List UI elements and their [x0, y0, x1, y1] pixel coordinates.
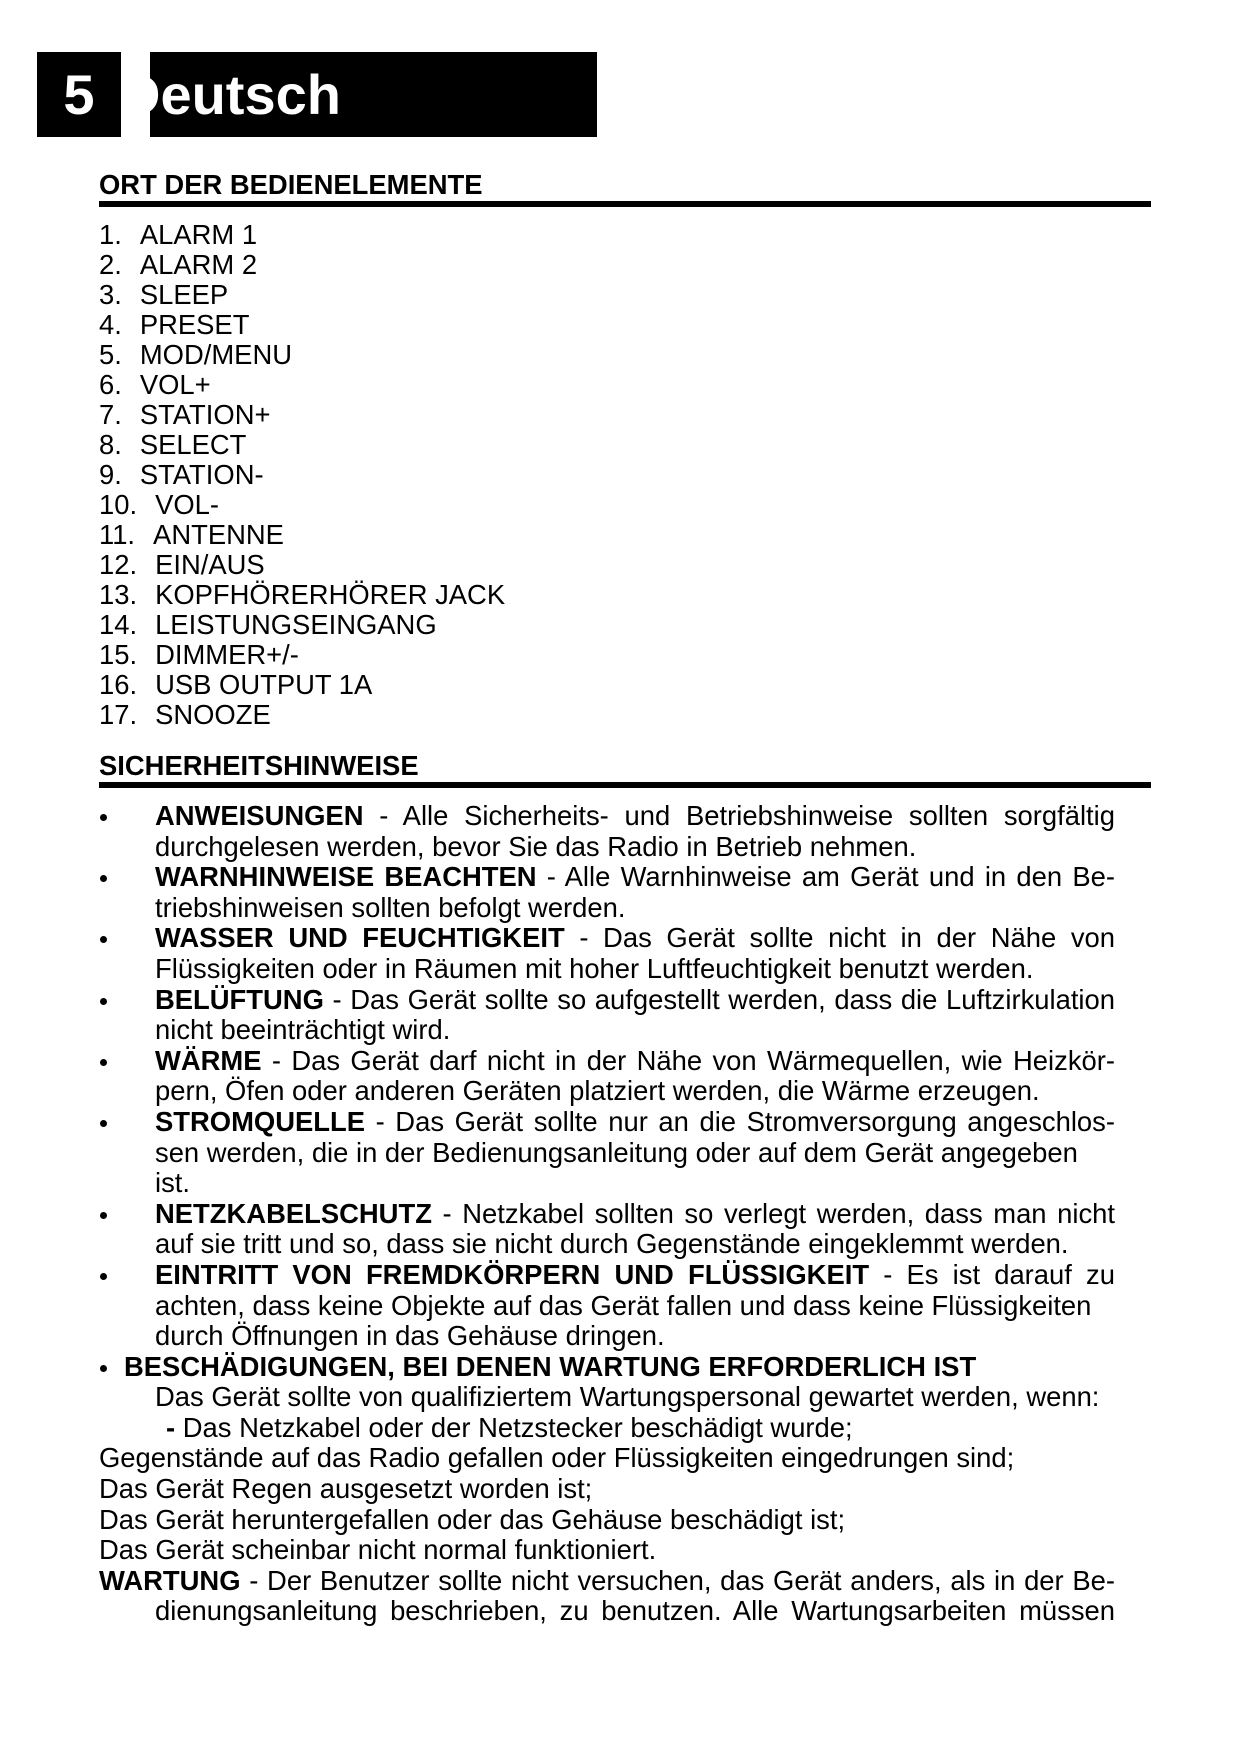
item-text: - Der Benutzer sollte nicht versuchen, das Gerät anders, als in der Be- — [249, 1564, 1115, 1596]
control-number: 6. — [99, 369, 122, 400]
item-text: - Das Gerät darf nicht in der Nähe von Wärmequellen, wie Heizkör- — [271, 1044, 1115, 1076]
condition-text: Das Netzkabel oder der Netzstecker beschädigt wurde; — [182, 1411, 853, 1443]
control-label: STATION- — [139, 459, 264, 490]
control-label: KOPFHÖRERHÖRER JACK — [155, 579, 506, 610]
safety-item-power-source — [0, 1107, 1241, 1199]
item-text: - Alle Warnhinweise am Gerät und in den Be- — [546, 861, 1115, 893]
item-text: triebshinweisen sollten befolgt werden. — [155, 891, 626, 923]
item-term: WÄRME — [155, 1044, 262, 1076]
controls-heading-rule — [99, 201, 1151, 207]
bullet-icon — [100, 1212, 107, 1219]
page-number-badge: 5 — [37, 52, 121, 137]
control-label: USB OUTPUT 1A — [155, 669, 373, 700]
bullet-icon — [100, 814, 107, 821]
control-list-item — [99, 640, 505, 670]
control-label: SNOOZE — [155, 699, 271, 730]
safety-instructions — [0, 801, 1241, 1627]
item-line — [155, 862, 1115, 893]
control-label: EIN/AUS — [155, 549, 265, 580]
item-term: NETZKABELSCHUTZ — [155, 1197, 432, 1229]
control-list-item — [99, 670, 505, 700]
control-label: PRESET — [139, 309, 250, 340]
control-list-item — [99, 220, 505, 250]
item-term: STROMQUELLE — [155, 1105, 365, 1137]
safety-heading-rule — [99, 782, 1151, 788]
safety-item-damage-requiring-service — [0, 1352, 1241, 1566]
control-label: LEISTUNGSEINGANG — [155, 609, 437, 640]
control-list-item — [99, 460, 505, 490]
item-text: Flüssigkeiten oder in Räumen mit hoher Luftfeuchtigkeit benutzt werden. — [155, 952, 1034, 984]
item-text: durchgelesen werden, bevor Sie das Radio in Betrieb nehmen. — [155, 830, 917, 862]
item-text: - Alle Sicherheits- und Betriebshinweise sollten sorgfältig — [379, 800, 1115, 831]
bullet-icon — [100, 998, 107, 1005]
safety-item-power-cord-protection — [0, 1199, 1241, 1260]
control-label: ANTENNE — [153, 519, 284, 550]
bullet-icon — [100, 1273, 107, 1280]
item-text: - Das Gerät sollte nicht in der Nähe von — [579, 922, 1115, 954]
control-number: 13. — [99, 579, 138, 610]
control-label: DIMMER+/- — [155, 639, 299, 670]
language-title: Deutsch — [150, 52, 597, 137]
control-number: 1. — [99, 219, 122, 250]
damage-condition: Das Gerät scheinbar nicht normal funktioniert. — [99, 1534, 657, 1566]
control-number: 8. — [99, 429, 122, 460]
item-text: sen werden, die in der Bedienungsanleitung oder auf dem Gerät angegeben — [155, 1136, 1078, 1168]
item-line — [155, 1260, 1115, 1291]
control-number: 14. — [99, 609, 138, 640]
bullet-icon — [100, 1365, 107, 1372]
item-term: ANWEISUNGEN — [155, 800, 364, 831]
damage-heading: BESCHÄDIGUNGEN, BEI DENEN WARTUNG ERFORDERLICH IST — [124, 1350, 977, 1382]
control-list-item — [99, 430, 505, 460]
control-number: 12. — [99, 549, 138, 580]
bullet-icon — [100, 875, 107, 882]
safety-item-heed-warnings — [0, 862, 1241, 923]
control-list-item — [99, 490, 505, 520]
control-number: 4. — [99, 309, 122, 340]
control-label: VOL- — [155, 489, 220, 520]
item-line — [155, 1046, 1115, 1077]
item-text: pern, Öfen oder anderen Geräten platziert werden, die Wärme erzeugen. — [155, 1075, 1040, 1107]
safety-item-instructions — [0, 801, 1241, 862]
bullet-icon — [100, 1059, 107, 1066]
damage-condition — [166, 1413, 1241, 1444]
item-line — [155, 1107, 1115, 1138]
control-label: ALARM 1 — [139, 219, 258, 250]
item-text: dienungsanleitung beschrieben, zu benutzen. Alle Wartungsarbeiten müssen — [155, 1595, 1115, 1627]
control-list-item — [99, 580, 505, 610]
damage-condition: Das Gerät Regen ausgesetzt worden ist; — [99, 1473, 593, 1505]
control-number: 15. — [99, 639, 138, 670]
safety-item-object-liquid-entry — [0, 1260, 1241, 1352]
item-text: achten, dass keine Objekte auf das Gerät fallen und dass keine Flüssigkeiten — [155, 1289, 1092, 1321]
controls-heading: ORT DER BEDIENELEMENTE — [99, 169, 483, 200]
control-list-item — [99, 280, 505, 310]
item-text: - Netzkabel sollten so verlegt werden, dass man nicht — [442, 1197, 1115, 1229]
control-label: SLEEP — [139, 279, 229, 310]
control-list-item — [99, 700, 505, 730]
item-text: - Das Gerät sollte so aufgestellt werden, dass die Luftzirkulation — [332, 983, 1115, 1015]
bullet-icon — [100, 1120, 107, 1127]
item-term: WASSER UND FEUCHTIGKEIT — [155, 922, 565, 954]
item-term: EINTRITT VON FREMDKÖRPERN UND FLÜSSIGKEIT — [155, 1258, 870, 1290]
control-label: ALARM 2 — [139, 249, 258, 280]
controls-list — [99, 220, 505, 730]
item-line — [99, 1566, 1115, 1597]
control-number: 10. — [99, 489, 138, 520]
control-list-item — [99, 400, 505, 430]
bullet-icon — [100, 936, 107, 943]
item-text: durch Öffnungen in das Gehäuse dringen. — [155, 1320, 665, 1352]
control-label: VOL+ — [139, 369, 211, 400]
control-number: 11. — [99, 519, 136, 550]
control-label: MOD/MENU — [139, 339, 293, 370]
control-list-item — [99, 310, 505, 340]
control-label: STATION+ — [139, 399, 271, 430]
item-line — [155, 985, 1115, 1016]
safety-item-ventilation — [0, 985, 1241, 1046]
control-list-item — [99, 520, 505, 550]
safety-item-water-moisture — [0, 923, 1241, 984]
item-text: - Es ist darauf zu — [883, 1258, 1115, 1290]
item-text: auf sie tritt und so, dass sie nicht durch Gegenstände eingeklemmt werden. — [155, 1228, 1069, 1260]
item-line — [155, 801, 1115, 832]
damage-intro: Das Gerät sollte von qualifiziertem Wartungspersonal gewartet werden, wenn: — [155, 1381, 1100, 1413]
control-list-item — [99, 340, 505, 370]
safety-item-servicing — [0, 1566, 1241, 1627]
item-line — [155, 923, 1115, 954]
control-list-item — [99, 550, 505, 580]
safety-heading: SICHERHEITSHINWEISE — [99, 750, 419, 781]
item-term: BELÜFTUNG — [155, 983, 324, 1015]
item-term: WARTUNG — [99, 1564, 241, 1596]
item-text: nicht beeinträchtigt wird. — [155, 1014, 451, 1046]
item-text: - Das Gerät sollte nur an die Stromversorgung angeschlos- — [375, 1105, 1115, 1137]
control-number: 2. — [99, 249, 122, 280]
control-number: 5. — [99, 339, 122, 370]
control-number: 9. — [99, 459, 122, 490]
control-number: 17. — [99, 699, 138, 730]
control-label: SELECT — [139, 429, 247, 460]
damage-condition: Das Gerät heruntergefallen oder das Gehäuse beschädigt ist; — [99, 1503, 846, 1535]
item-term: WARNHINWEISE BEACHTEN — [155, 861, 537, 893]
damage-condition: Gegenstände auf das Radio gefallen oder Flüssigkeiten eingedrungen sind; — [99, 1442, 1015, 1474]
control-number: 16. — [99, 669, 138, 700]
control-list-item — [99, 610, 505, 640]
control-number: 7. — [99, 399, 122, 430]
item-line — [155, 1199, 1115, 1230]
safety-item-heat — [0, 1046, 1241, 1107]
item-text: ist. — [155, 1167, 191, 1199]
control-list-item — [99, 250, 505, 280]
control-number: 3. — [99, 279, 122, 310]
dash-marker: - — [166, 1411, 176, 1443]
control-list-item — [99, 370, 505, 400]
